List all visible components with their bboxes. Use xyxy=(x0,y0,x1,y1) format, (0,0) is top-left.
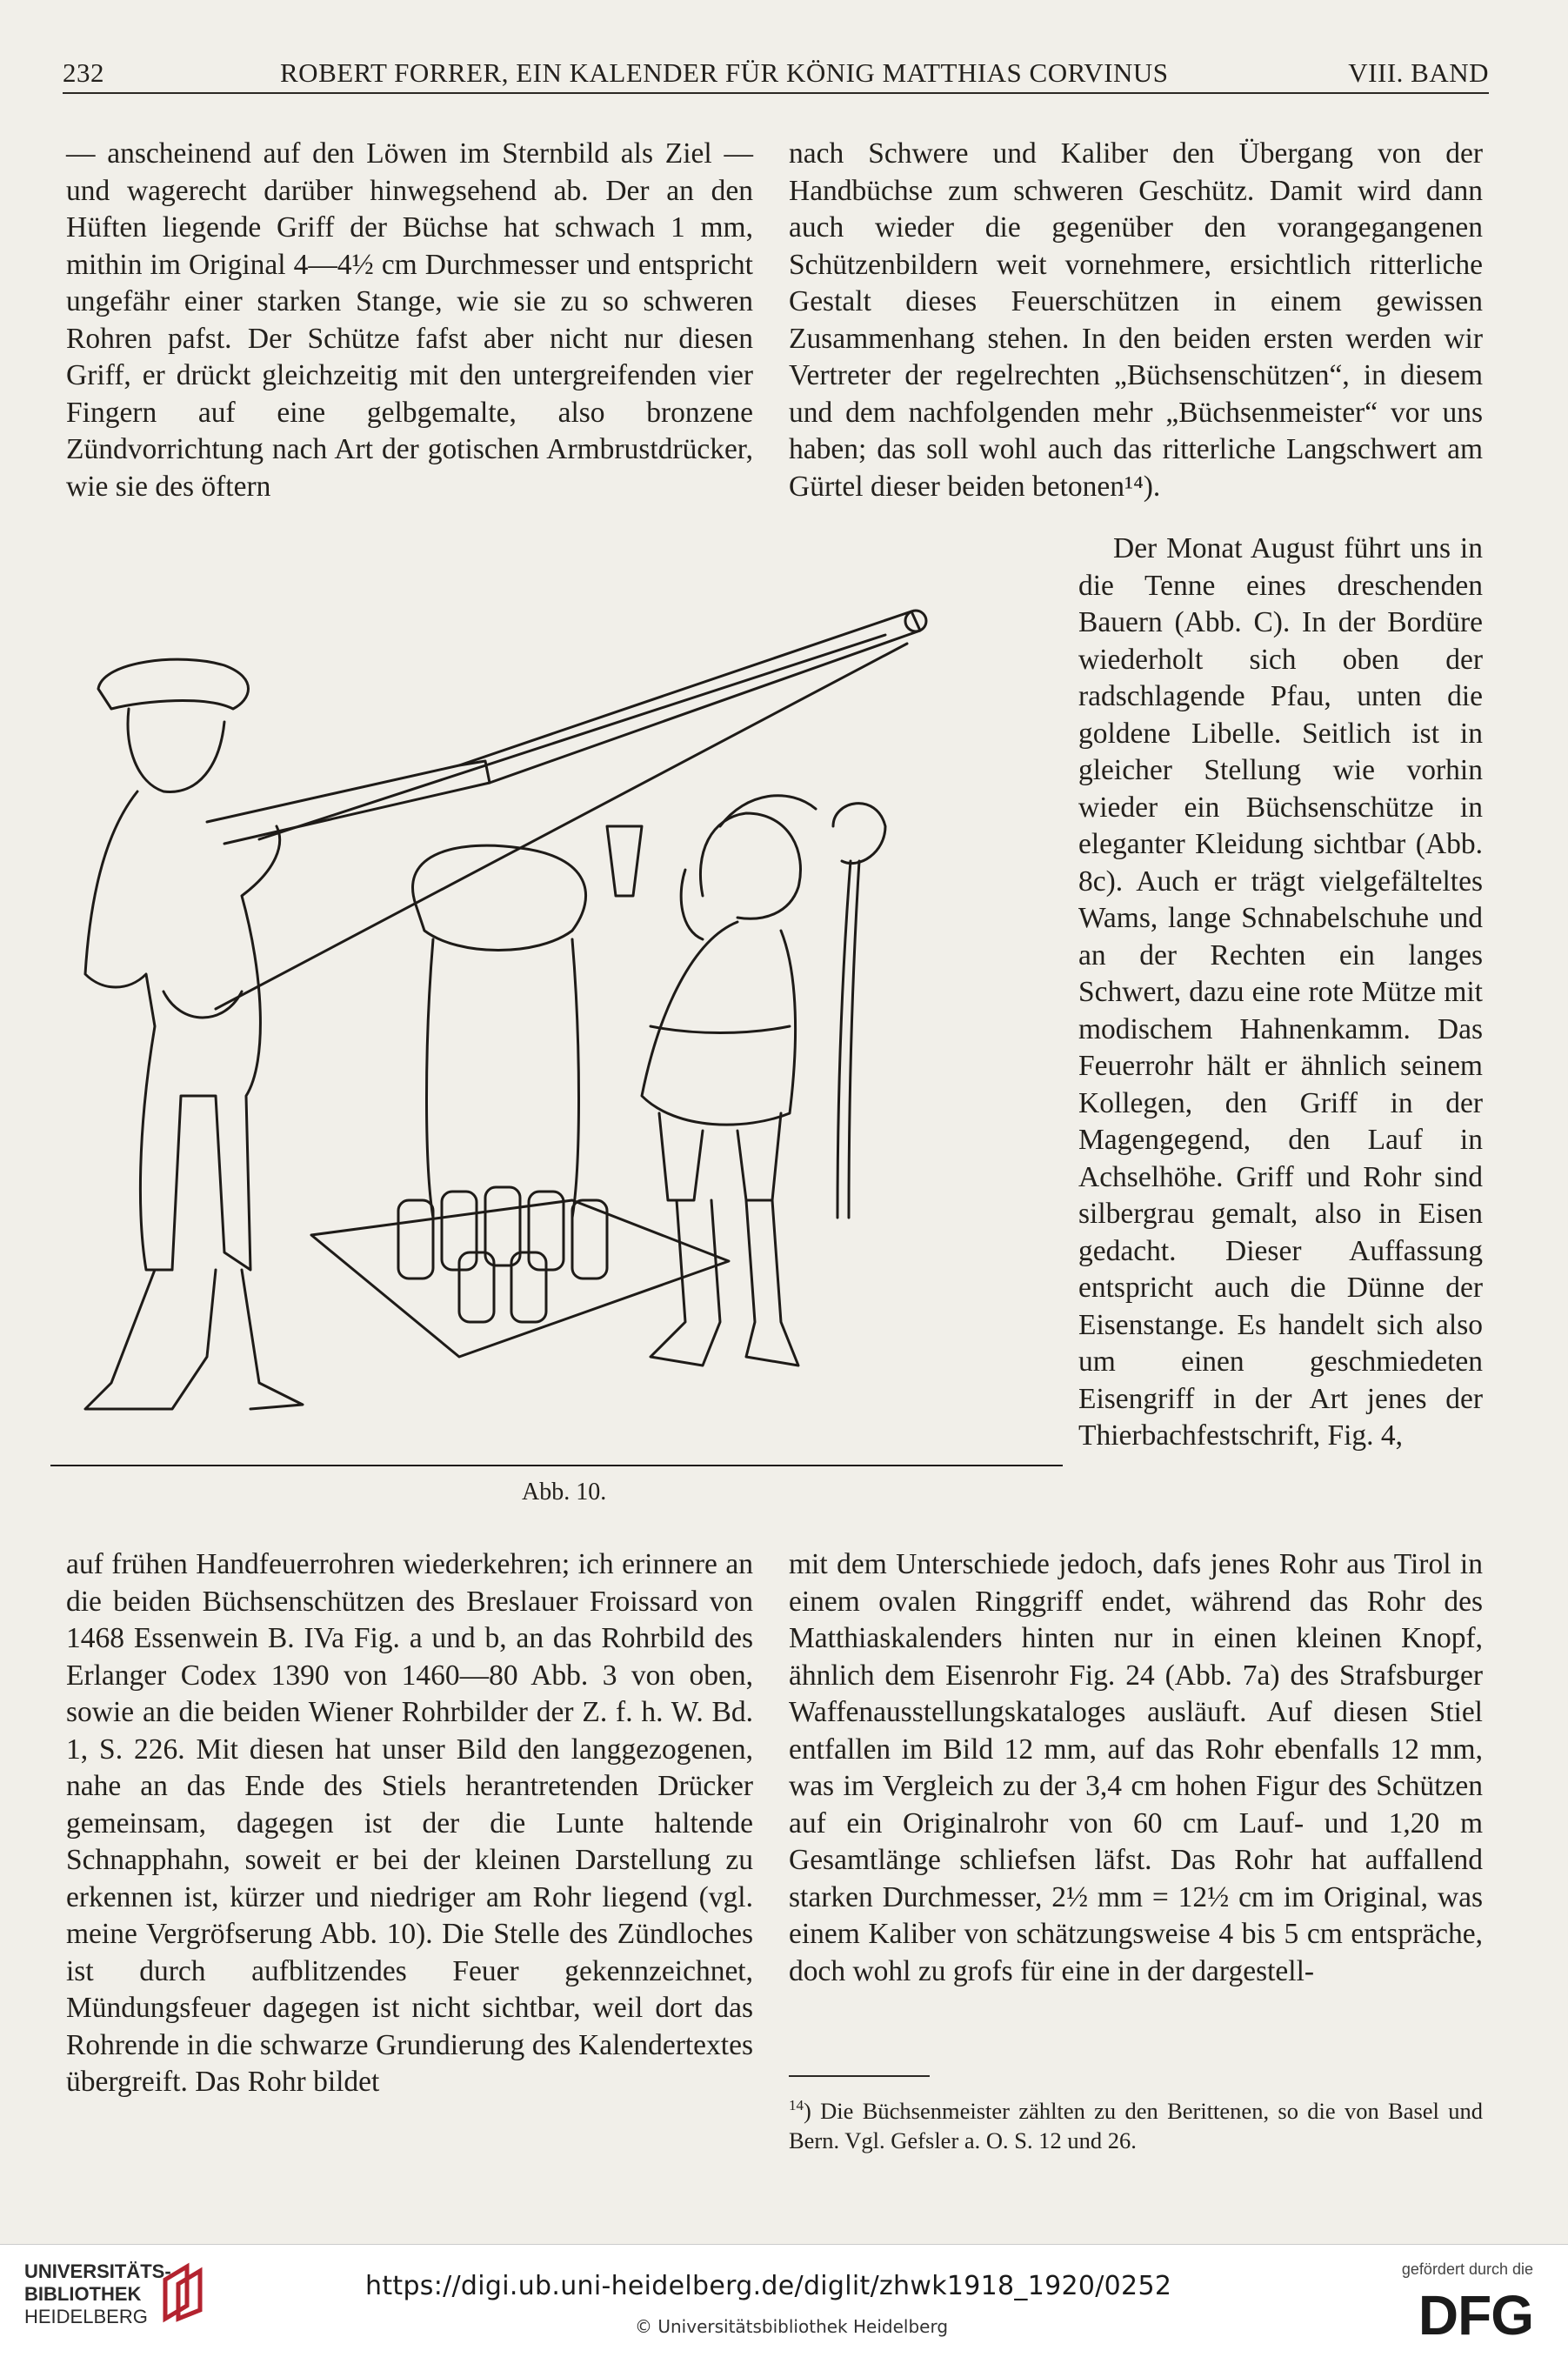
cup xyxy=(607,826,642,896)
footnote-text: ) Die Büchsenmeister zählten zu den Berittenen, so die von Basel und Bern. Vgl. Gefsler a. O. S. 12 und 26. xyxy=(789,2097,1483,2153)
library-name-line2: BIBLIOTHEK xyxy=(24,2283,142,2305)
text-column-left-bottom xyxy=(66,1546,753,2101)
sword xyxy=(837,861,859,1218)
text-column-right-bottom xyxy=(789,1546,1483,1990)
paragraph: mit dem Unterschiede jedoch, dafs jenes Rohr aus Tirol in einem ovalen Ringgriff endet, während das Rohr des Matthiaskalenders hinten nur in einen kleinen Knopf, ähnlich dem Eisenrohr Fig. 24 (Abb. 7a) des Strafsburger Waffenausstellungskataloges ausläuft. Auf diesen Stiel entfallen im Bild 12 mm, auf das Rohr ebenfalls 12 mm, was im Vergleich zu der 3,4 cm hohen Figur des Schützen auf ein Originalrohr von 60 cm Lauf- und 1,20 m Gesamtlänge schliefsen läfst. Das Rohr hat auffallend starken Durchmesser, 2½ mm = 12½ cm im Original, was einem Kaliber von schätzungsweise 4 bis 5 cm entspräche, doch wohl zu grofs für eine in der dargestell- xyxy=(789,1548,1483,1987)
paragraph: nach Schwere und Kaliber den Übergang von der Handbüchse zum schweren Geschütz. Damit wird dann auch wieder die gegenüber den vorangegangenen Schützenbildern weit vornehmere, ersichtlich ritterliche Gestalt dieses Feuerschützen in einem gewissen Zusammenhang stehen. In den beiden ersten werden wir Vertreter der regelrechten „Büchsenschützen“, in diesem und dem nachfolgenden mehr „Büchsenmeister“ vor uns haben; das soll wohl auch das ritterliche Langschwert am Gürtel dieser beiden betonen¹⁴). xyxy=(789,137,1483,503)
dfg-logo[interactable]: DFG xyxy=(1418,2284,1533,2347)
footnote-marker: 14 xyxy=(789,2097,804,2113)
paragraph: Der Monat August führt uns in die Tenne eines dreschenden Bauern (Abb. C). In der Bordüre wiederholt sich oben der radschlagende Pfau, unten die goldene Libelle. Seitlich ist in gleicher Stellung wie vorhin wieder ein Büchsenschütze in eleganter Kleidung sichtbar (Abb. 8c). Auch er trägt vielgefälteltes Wams, lange Schnabelschuhe und an der Rechten ein langes Schwert, dazu eine rote Mütze mit modischem Hahnenkamm. Das Feuerrohr hält er ähnlich seinem Kollegen, den Griff in der Magengegend, den Lauf in Achselhöhe. Griff und Rohr sind silbergrau gemalt, also in Eisen gedacht. Dieser Auffassung entspricht auch die Dünne der Eisenstange. Es handelt sich also um einen geschmiedeten Eisengriff in der Art jenes der Thierbachfestschrift, Fig. 4, xyxy=(1078,532,1483,1452)
paragraph: auf frühen Handfeuerrohren wiederkehren; ich erinnere an die beiden Büchsenschützen des Breslauer Froissard von 1468 Essenwein B. IVa Fig. a und b, an das Rohrbild des Erlanger Codex 1390 von 1460—80 Abb. 3 von oben, sowie an die beiden Wiener Rohrbilder der Z. f. h. W. Bd. 1, S. 226. Mit diesen hat unser Bild den langgezogenen, nahe an das Ende des Stiels herantretenden Drücker gemeinsam, dagegen ist der die Lunte haltende Schnapphahn, soweit er bei der kleinen Darstellung zu erkennen ist, kürzer und niedriger am Rohr liegend (vgl. meine Vergröfserung Abb. 10). Die Stelle des Zündloches ist durch aufblitzendes Feuer gekennzeichnet, Mündungsfeuer dagegen ist nicht sichtbar, weil dort das Rohrende in die schwarze Grundierung des Kalendertextes übergreift. Das Rohr bildet xyxy=(66,1548,753,2098)
viewer-footer xyxy=(0,2244,1568,2357)
page-number: 232 xyxy=(63,57,104,88)
text-column-right-top xyxy=(789,136,1483,505)
footnote xyxy=(789,2091,1483,2155)
paragraph: — anscheinend auf den Löwen im Sternbild als Ziel — und wagerecht darüber hinwegsehend ab. Der an den Hüften liegende Griff der Büchse hat schwach 1 mm, mithin im Original 4—4½ cm Durchmesser und entspricht ungefähr einer starken Stange, wie sie zu so schweren Rohren pafst. Der Schütze fafst aber nicht nur diesen Griff, er drückt gleichzeitig mit den untergreifenden vier Fingern auf eine gelbgemalte, also bronzene Zündvorrichtung nach Art der gotischen Armbrustdrücker, wie sie des öftern xyxy=(66,137,753,503)
left-figure-body xyxy=(85,791,280,1270)
text-column-left-top xyxy=(66,136,753,505)
volume-label: VIII. BAND xyxy=(1348,57,1489,88)
figure-caption: Abb. 10. xyxy=(522,1479,607,1506)
figure-illustration xyxy=(50,609,1063,1518)
library-logo[interactable] xyxy=(24,2260,171,2328)
gun-barrel xyxy=(207,761,490,844)
permalink-url[interactable]: https://digi.ub.uni-heidelberg.de/diglit/zhwk1918_1920/0252 xyxy=(365,2271,1172,2301)
basket xyxy=(413,845,586,950)
line-drawing xyxy=(50,609,1063,1479)
funded-by-label: gefördert durch die xyxy=(1401,2260,1533,2278)
copyright-notice: © Universitätsbibliothek Heidelberg xyxy=(635,2316,949,2337)
library-name-line1: UNIVERSITÄTS- xyxy=(24,2260,171,2282)
running-header xyxy=(63,54,1489,94)
hat xyxy=(98,659,249,709)
text-column-right-narrow xyxy=(1078,531,1483,1455)
library-logo-icon xyxy=(161,2262,204,2323)
library-name-line3: HEIDELBERG xyxy=(24,2306,148,2327)
footnote-rule xyxy=(789,2075,930,2077)
head xyxy=(128,709,224,791)
right-figure-head xyxy=(700,813,800,918)
right-figure-tunic xyxy=(642,922,796,1125)
header-title: ROBERT FORRER, EIN KALENDER FÜR KÖNIG MATTHIAS CORVINUS xyxy=(280,57,1169,88)
